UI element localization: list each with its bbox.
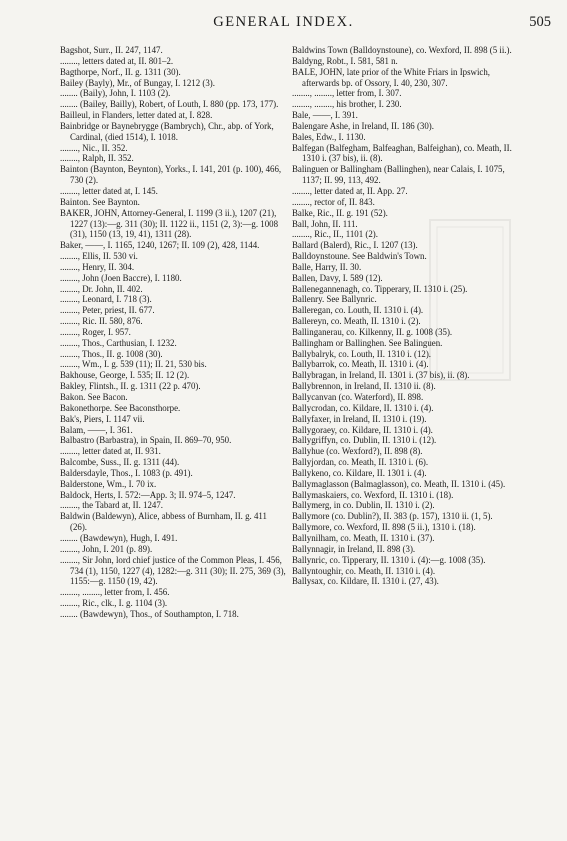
index-entry: Bagshot, Surr., II. 247, 1147.: [60, 45, 163, 55]
index-entry: Ballymore, co. Wexford, II. 898 (5 ii.), 1310 i. (18).: [292, 522, 476, 533]
index-entry: ........ (Bawdewyn), Hugh, I. 491.: [60, 532, 178, 543]
index-entry: Ballymaskaiers, co. Wexford, II. 1310 i. (18).: [292, 489, 454, 500]
index-entry: Ballybalryk, co. Louth, II. 1310 i. (12).: [292, 348, 432, 359]
index-column-right: [292, 45, 518, 587]
index-entry: ........, Thos., Carthusian, I. 1232.: [60, 337, 177, 348]
index-entry: Ballynric, co. Tipperary, II. 1310 i. (4):—g. 1008 (35).: [292, 554, 486, 565]
index-entry: Ballyjordan, co. Meath, II. 1310 i. (6).: [292, 457, 429, 468]
index-entry: Ballycanvan (co. Waterford), II. 898.: [292, 392, 424, 402]
index-entry: Ballybarrok, co. Meath, II. 1310 i. (4).: [292, 359, 429, 370]
index-entry: BALE, JOHN, late prior of the White Friars in Ipswich, afterwards bp. of Ossory, I. 40, 230, 307.: [292, 66, 491, 88]
index-entry: ........, John, I. 201 (p. 89).: [60, 543, 153, 554]
index-entry: Baldwins Town (Balldoynstoune), co. Wexford, II. 898 (5 ii.).: [292, 45, 512, 55]
index-entry: Bakley, Flintsh., II. g. 1311 (22 p. 470).: [60, 381, 201, 392]
index-entry: Bakhouse, George, I. 535; II. 12 (2).: [60, 370, 190, 381]
index-entry: Ballygoraey, co. Kildare, II. 1310 i. (4).: [292, 424, 433, 435]
index-entry: Balderstone, Wm., I. 70 ix.: [60, 478, 157, 489]
index-column-left: [60, 45, 286, 620]
index-entry: Baldock, Herts, I. 572:—App. 3; II. 974–5, 1247.: [60, 489, 236, 500]
index-entry: BAKER, JOHN, Attorney-General, I. 1199 (3 ii.), 1207 (21), 1227 (13):—g. 311 (30); II. 1122 ii., 1151 (2, 3):—g. 1008 (31), 1150 (13, 19, 41), 1311 (28).: [60, 207, 279, 240]
index-entry: ........, letter dated at, I. 145.: [60, 185, 158, 196]
index-entry: ........, Leonard, I. 718 (3).: [60, 294, 152, 305]
index-entry: Ballingham or Ballinghen. See Balinguen.: [292, 337, 443, 348]
index-entry: Bale, ——, I. 391.: [292, 110, 358, 121]
index-entry: ........, Thos., II. g. 1008 (30).: [60, 348, 163, 359]
index-entry: ........, ........, letter from, I. 456.: [60, 587, 170, 598]
index-entry: ........, Ric., II., 1101 (2).: [292, 229, 378, 240]
index-entry: Ballycrodan, co. Kildare, II. 1310 i. (4).: [292, 402, 434, 413]
index-entry: Ballymerg, in co. Dublin, II. 1310 i. (2).: [292, 500, 435, 511]
index-entry: Bagthorpe, Norf., II. g. 1311 (30).: [60, 66, 181, 77]
index-entry: Ballenry. See Ballynric.: [292, 294, 377, 305]
index-entry: Ballynnagir, in Ireland, II. 898 (3).: [292, 543, 416, 554]
index-entry: Baker, ——, I. 1165, 1240, 1267; II. 109 (2), 428, 1144.: [60, 240, 260, 251]
index-entry: ........, John (Joen Baccre), I. 1180.: [60, 272, 182, 283]
index-entry: ........, Dr. John, II. 402.: [60, 283, 143, 294]
index-entry: Bak's, Piers, I. 1147 vii.: [60, 413, 145, 424]
index-entry: Ballen, Davy, I. 589 (12).: [292, 272, 383, 283]
index-entry: Balbastro (Barbastra), in Spain, II. 869–70, 950.: [60, 435, 232, 446]
index-entry: Bainton. See Baynton.: [60, 196, 140, 207]
index-entry: Baldyng, Robt., I. 581, 581 n.: [292, 55, 398, 66]
index-entry: ........, the Tabard at, II. 1247.: [60, 500, 163, 511]
index-entry: ........, rector of, II. 843.: [292, 196, 375, 207]
index-entry: ........, ........, letter from, I. 307.: [292, 88, 402, 99]
running-header-title: GENERAL INDEX.: [213, 14, 354, 30]
index-entry: Balke, Ric., II. g. 191 (52).: [292, 207, 388, 218]
index-entry: ........, Ellis, II. 530 vi.: [60, 251, 138, 262]
index-entry: Bakon. See Bacon.: [60, 392, 128, 402]
index-entry: ........ (Bailey, Bailly), Robert, of Louth, I. 880 (pp. 173, 177).: [60, 99, 279, 110]
index-entry: ........, Wm., I. g. 539 (11); II. 21, 530 bis.: [60, 359, 207, 370]
index-entry: Baldersdayle, Thos., I. 1083 (p. 491).: [60, 467, 193, 478]
index-entry: Ballygriffyn, co. Dublin, II. 1310 i. (12).: [292, 435, 437, 446]
index-entry: Bainton (Baynton, Beynton), Yorks., I. 141, 201 (p. 100), 466, 730 (2).: [60, 164, 282, 186]
index-entry: ........, Ric. II. 580, 876.: [60, 316, 143, 327]
index-entry: Ballysax, co. Kildare, II. 1310 i. (27, 43).: [292, 576, 439, 587]
index-entry: Balinguen or Ballingham (Ballinghen), near Calais, I. 1075, 1137; II. 99, 113, 492.: [292, 164, 505, 186]
index-entry: Balcombe, Suss., II. g. 1311 (44).: [60, 457, 180, 468]
index-entry: ........, Roger, I. 957.: [60, 326, 131, 337]
index-entry: Ballymore (co. Dublin?), II. 383 (p. 157), 1310 ii. (1, 5).: [292, 511, 493, 522]
index-entry: Bailey (Bayly), Mr., of Bungay, I. 1212 (3).: [60, 77, 215, 88]
index-entry: Balle, Harry, II. 30.: [292, 261, 362, 272]
index-entry: Ballybragan, in Ireland, II. 1301 i. (37 bis), ii. (8).: [292, 370, 470, 381]
index-entry: Bailleul, in Flanders, letter dated at, I. 828.: [60, 110, 213, 121]
index-entry: Ball, John, II. 111.: [292, 218, 358, 229]
index-entry: ........ (Bawdewyn), Thos., of Southampton, I. 718.: [60, 608, 239, 619]
page-number: 505: [529, 14, 551, 30]
index-entry: Ballyntoughir, co. Meath, II. 1310 i. (4).: [292, 565, 436, 576]
index-entry: Balldoynstoune. See Baldwin's Town.: [292, 251, 427, 262]
index-entry: ........, letter dated at, II. App. 27.: [292, 185, 408, 196]
index-entry: Ballard (Balerd), Ric., I. 1207 (13).: [292, 240, 418, 251]
index-entry: Bales, Edw., I. 1130.: [292, 131, 366, 142]
index-entry: Ballereyn, co. Meath, II. 1310 i. (2).: [292, 316, 421, 327]
index-entry: ........, Ralph, II. 352.: [60, 153, 134, 164]
index-entry: Balengare Ashe, in Ireland, II. 186 (30).: [292, 120, 434, 131]
index-entry: Ballykeno, co. Kildare, II. 1301 i. (4).: [292, 467, 427, 478]
index-entry: Balam, ——, I. 361.: [60, 424, 133, 435]
index-entry: ........, Sir John, lord chief justice of the Common Pleas, I. 456, 734 (1), 1150, 1227 (4), 1282:—g. 311 (30); II. 275, 369 (3), 1155:—g. 1150 (19, 42).: [60, 554, 286, 587]
index-entry: Ballinganerau, co. Kilkenny, II. g. 1008 (35).: [292, 326, 453, 337]
index-entry: Ballybrennon, in Ireland, II. 1310 ii. (8).: [292, 381, 436, 392]
index-entry: Ballyhue (co. Wexford?), II. 898 (8).: [292, 446, 423, 457]
index-entry: ........, ........, his brother, I. 230.: [292, 99, 402, 110]
index-entry: Bakonethorpe. See Baconsthorpe.: [60, 402, 181, 413]
index-entry: ........, letters dated at, II. 801–2.: [60, 55, 174, 66]
index-entry: ........ (Baily), John, I. 1103 (2).: [60, 88, 171, 99]
index-entry: ........, Peter, priest, II. 677.: [60, 305, 155, 316]
index-entry: Balfegan (Balfegham, Balfeaghan, Balfeighan), co. Meath, II. 1310 i. (37 bis), ii. (8).: [292, 142, 512, 164]
index-entry: Baldwin (Baldewyn), Alice, abbess of Burnham, II. g. 411 (26).: [60, 511, 267, 533]
index-entry: Ballenegannenagh, co. Tipperary, II. 1310 i. (25).: [292, 283, 468, 294]
index-entry: Bainbridge or Baynebrygge (Bambrych), Chr., abp. of York, Cardinal, (died 1514), I. 1018.: [60, 120, 274, 142]
index-entry: Ballyfaxer, in Ireland, II. 1310 i. (19).: [292, 413, 427, 424]
index-entry: ........, Nic., II. 352.: [60, 142, 128, 153]
index-entry: Ballynilham, co. Meath, II. 1310 i. (37).: [292, 532, 435, 543]
index-entry: Ballymaglasson (Balmaglasson), co. Meath, II. 1310 i. (45).: [292, 478, 506, 489]
index-entry: ........, Henry, II. 304.: [60, 261, 135, 272]
index-entry: ........, letter dated at, II. 931.: [60, 446, 161, 457]
index-entry: Balleregan, co. Louth, II. 1310 i. (4).: [292, 305, 424, 316]
index-entry: ........, Ric., clk., I. g. 1104 (3).: [60, 598, 168, 609]
